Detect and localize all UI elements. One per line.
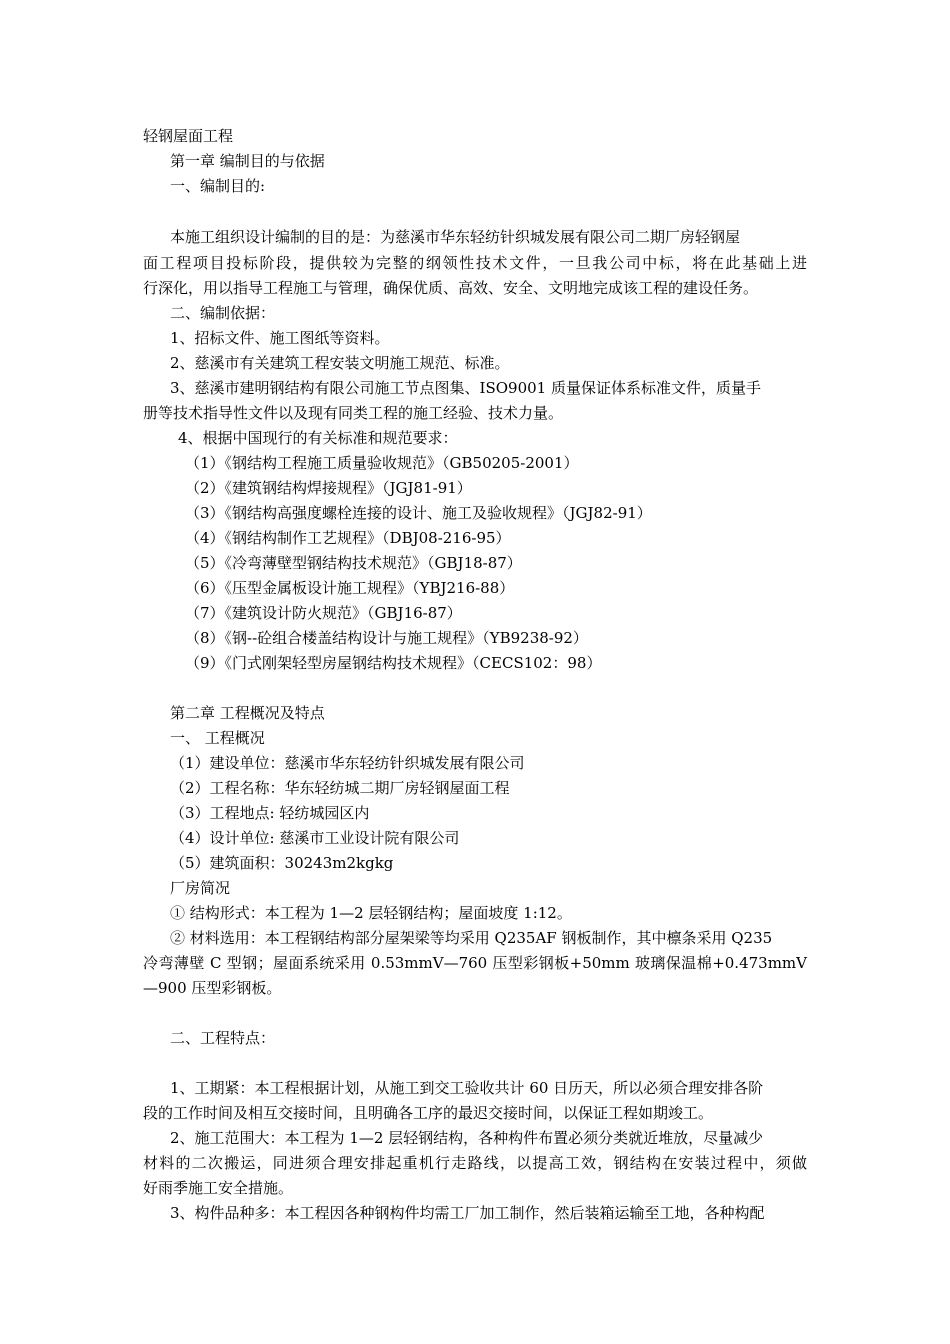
overview-item: （2）工程名称：华东轻纺城二期厂房轻钢屋面工程: [170, 779, 510, 797]
section-basis-heading: 二、编制依据：: [170, 304, 276, 322]
feature-1: 1、工期紧：本工程根据计划，从施工到交工验收共计 60 日历天，所以必须合理安排各阶: [170, 1079, 764, 1097]
standard-item: （3）《钢结构高强度螺栓连接的设计、施工及验收规程》（JGJ82-91）: [185, 504, 652, 522]
factory-materials-cont: —900 压型彩钢板。: [143, 979, 282, 997]
purpose-line-1: 本施工组织设计编制的目的是：为慈溪市华东轻纺针织城发展有限公司二期厂房轻钢屋: [170, 228, 741, 246]
basis-item-3: 3、慈溪市建明钢结构有限公司施工节点图集、ISO9001 质量保证体系标准文件，质量手: [170, 379, 761, 397]
feature-2-cont: 材料的二次搬运，同进须合理安排起重机行走路线，以提高工效，钢结构在安装过程中，须做: [143, 1154, 807, 1172]
feature-2-cont: 好雨季施工安全措施。: [143, 1179, 294, 1197]
overview-item: （3）工程地点: 轻纺城园区内: [170, 804, 370, 822]
overview-item: （5）建筑面积：30243m2kgkg: [170, 854, 394, 872]
purpose-line-3: 行深化，用以指导工程施工与管理，确保优质、高效、安全、文明地完成该工程的建设任务。: [143, 279, 759, 297]
basis-item-2: 2、慈溪市有关建筑工程安装文明施工规范、标准。: [170, 354, 510, 372]
factory-materials: ② 材料选用：本工程钢结构部分屋架梁等均采用 Q235AF 钢板制作，其中檩条采用 Q235: [170, 929, 773, 947]
chapter-2-heading: 第二章 工程概况及特点: [170, 704, 325, 722]
factory-materials-cont: 冷弯薄壁 C 型钢；屋面系统采用 0.53mmV—760 压型彩钢板+50mm 玻璃保温棉+0.473mmV: [143, 954, 807, 972]
standard-item: （5）《冷弯薄壁型钢结构技术规范》（GBJ18-87）: [185, 554, 522, 572]
feature-1-cont: 段的工作时间及相互交接时间，且明确各工序的最迟交接时间，以保证工程如期竣工。: [143, 1104, 714, 1122]
feature-2: 2、施工范围大：本工程为 1—2 层轻钢结构，各种构件布置必须分类就近堆放，尽量减少: [170, 1129, 764, 1147]
document-title: 轻钢屋面工程: [143, 127, 234, 145]
factory-heading: 厂房简况: [170, 879, 231, 897]
basis-item-3-cont: 册等技术指导性文件以及现有同类工程的施工经验、技术力量。: [143, 404, 564, 422]
purpose-line-2: 面工程项目投标阶段，提供较为完整的纲领性技术文件，一旦我公司中标，将在此基础上进: [143, 254, 807, 272]
section-purpose-heading: 一、编制目的:: [170, 177, 266, 195]
standard-item: （6）《压型金属板设计施工规程》（YBJ216-88）: [185, 579, 515, 597]
standard-item: （2）《建筑钢结构焊接规程》（JGJ81-91）: [185, 479, 472, 497]
standard-item: （8）《钢--砼组合楼盖结构设计与施工规程》（YB9238-92）: [185, 629, 588, 647]
standard-item: （7）《建筑设计防火规范》（GBJ16-87）: [185, 604, 462, 622]
factory-structure: ① 结构形式：本工程为 1—2 层轻钢结构；屋面坡度 1:12。: [170, 904, 572, 922]
overview-item: （1）建设单位：慈溪市华东轻纺针织城发展有限公司: [170, 754, 525, 772]
standard-item: （9）《门式刚架轻型房屋钢结构技术规程》（CECS102：98）: [185, 654, 602, 672]
basis-item-4: 4、根据中国现行的有关标准和规范要求：: [178, 429, 458, 447]
feature-3: 3、构件品种多：本工程因各种钢构件均需工厂加工制作，然后装箱运输至工地，各种构配: [170, 1204, 765, 1222]
section-features-heading: 二、工程特点：: [170, 1029, 276, 1047]
basis-item-1: 1、招标文件、施工图纸等资料。: [170, 329, 390, 347]
section-overview-heading: 一、 工程概况: [170, 729, 265, 747]
standard-item: （1）《钢结构工程施工质量验收规范》（GB50205-2001）: [185, 454, 579, 472]
standard-item: （4）《钢结构制作工艺规程》（DBJ08-216-95）: [185, 529, 511, 547]
chapter-1-heading: 第一章 编制目的与依据: [170, 152, 325, 170]
overview-item: （4）设计单位: 慈溪市工业设计院有限公司: [170, 829, 460, 847]
